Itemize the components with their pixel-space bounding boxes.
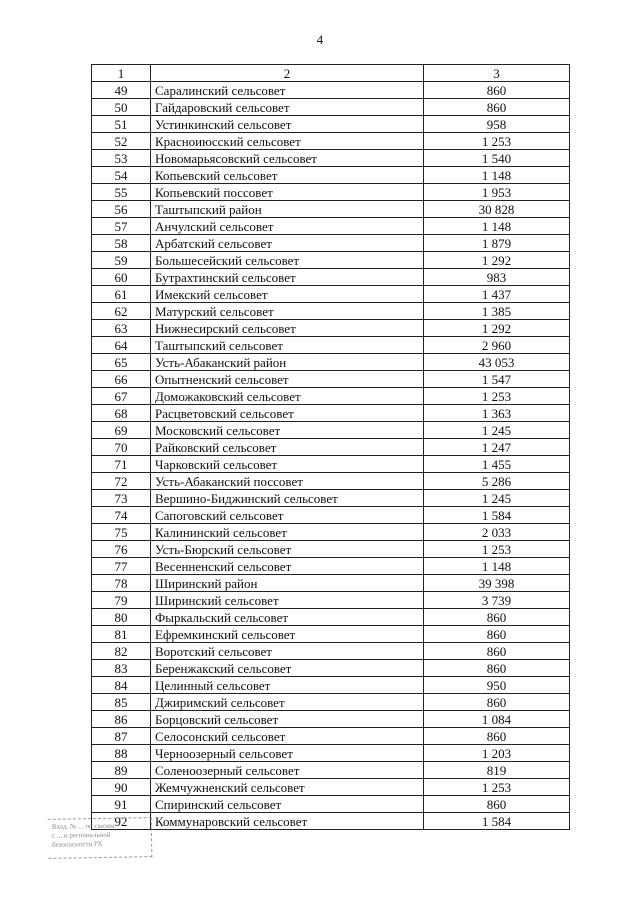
row-value: 43 053 [424,354,570,371]
row-name: Большесейский сельсовет [151,252,424,269]
table-row [92,456,570,473]
row-number: 91 [92,796,151,813]
row-number: 54 [92,167,151,184]
table-header-row [92,65,570,82]
row-value: 2 960 [424,337,570,354]
row-value: 1 953 [424,184,570,201]
row-value: 1 455 [424,456,570,473]
table-row [92,405,570,422]
row-number: 76 [92,541,151,558]
row-value: 958 [424,116,570,133]
row-name: Опытненский сельсовет [151,371,424,388]
row-number: 69 [92,422,151,439]
table-row [92,422,570,439]
row-name: Целинный сельсовет [151,677,424,694]
row-value: 1 148 [424,558,570,575]
row-value: 1 292 [424,252,570,269]
row-name: Калининский сельсовет [151,524,424,541]
table-row [92,745,570,762]
row-number: 92 [92,813,151,830]
row-number: 56 [92,201,151,218]
row-name: Московский сельсовет [151,422,424,439]
row-name: Анчулский сельсовет [151,218,424,235]
table-row [92,541,570,558]
row-number: 55 [92,184,151,201]
row-name: Усть-Абаканский поссовет [151,473,424,490]
table-row [92,575,570,592]
row-value: 1 253 [424,388,570,405]
row-name: Весенненский сельсовет [151,558,424,575]
table-row [92,524,570,541]
row-name: Новомарьясовский сельсовет [151,150,424,167]
row-name: Имекский сельсовет [151,286,424,303]
row-name: Вершино-Биджинский сельсовет [151,490,424,507]
row-number: 49 [92,82,151,99]
table-row [92,235,570,252]
row-value: 950 [424,677,570,694]
row-value: 860 [424,643,570,660]
row-number: 62 [92,303,151,320]
table-row [92,354,570,371]
table-row [92,99,570,116]
table-row [92,133,570,150]
row-number: 83 [92,660,151,677]
row-value: 1 084 [424,711,570,728]
row-value: 5 286 [424,473,570,490]
row-value: 1 879 [424,235,570,252]
row-value: 1 292 [424,320,570,337]
table-body [92,82,570,830]
row-number: 84 [92,677,151,694]
row-name: Черноозерный сельсовет [151,745,424,762]
row-name: Усть-Бюрский сельсовет [151,541,424,558]
column-header-number: 1 [92,65,151,82]
table-row [92,813,570,830]
row-value: 819 [424,762,570,779]
registration-stamp [48,817,153,859]
row-value: 860 [424,660,570,677]
row-value: 1 547 [424,371,570,388]
row-number: 73 [92,490,151,507]
row-name: Соленоозерный сельсовет [151,762,424,779]
row-value: 1 253 [424,779,570,796]
row-name: Нижнесирский сельсовет [151,320,424,337]
row-number: 70 [92,439,151,456]
row-number: 90 [92,779,151,796]
row-name: Расцветовский сельсовет [151,405,424,422]
table-row [92,592,570,609]
stamp-line: с ... и региональной [51,830,111,840]
row-number: 79 [92,592,151,609]
table-row [92,252,570,269]
row-number: 57 [92,218,151,235]
row-name: Красноиюсский сельсовет [151,133,424,150]
table-row [92,286,570,303]
row-name: Ширинский сельсовет [151,592,424,609]
row-value: 1 203 [424,745,570,762]
row-value: 1 437 [424,286,570,303]
row-name: Жемчужненский сельсовет [151,779,424,796]
row-number: 82 [92,643,151,660]
table-row [92,660,570,677]
table-row [92,116,570,133]
row-number: 68 [92,405,151,422]
row-number: 77 [92,558,151,575]
row-value: 3 739 [424,592,570,609]
table-row [92,150,570,167]
row-name: Коммунаровский сельсовет [151,813,424,830]
row-value: 1 363 [424,405,570,422]
row-name: Усть-Абаканский район [151,354,424,371]
table-row [92,762,570,779]
row-name: Устинкинский сельсовет [151,116,424,133]
row-value: 1 245 [424,422,570,439]
row-name: Таштыпский район [151,201,424,218]
table-row [92,184,570,201]
table-row [92,643,570,660]
page-number: 4 [316,32,324,47]
row-number: 85 [92,694,151,711]
row-value: 860 [424,609,570,626]
row-name: Ефремкинский сельсовет [151,626,424,643]
row-value: 860 [424,82,570,99]
row-value: 1 253 [424,133,570,150]
row-number: 66 [92,371,151,388]
row-name: Беренжакский сельсовет [151,660,424,677]
row-number: 72 [92,473,151,490]
row-value: 860 [424,626,570,643]
row-number: 53 [92,150,151,167]
row-name: Фыркальский сельсовет [151,609,424,626]
row-value: 1 540 [424,150,570,167]
row-number: 74 [92,507,151,524]
row-value: 1 584 [424,813,570,830]
table-row [92,167,570,184]
row-number: 58 [92,235,151,252]
row-name: Спиринский сельсовет [151,796,424,813]
row-number: 65 [92,354,151,371]
row-value: 1 584 [424,507,570,524]
row-name: Воротский сельсовет [151,643,424,660]
row-name: Копьевский поссовет [151,184,424,201]
row-value: 1 385 [424,303,570,320]
table-row [92,82,570,99]
row-number: 51 [92,116,151,133]
row-name: Райковский сельсовет [151,439,424,456]
row-value: 1 247 [424,439,570,456]
table-row [92,320,570,337]
table-row [92,694,570,711]
table-row [92,371,570,388]
row-name: Матурский сельсовет [151,303,424,320]
table-row [92,303,570,320]
data-table [91,64,570,830]
table-row [92,779,570,796]
row-number: 52 [92,133,151,150]
row-number: 61 [92,286,151,303]
table-row [92,558,570,575]
table-row [92,337,570,354]
row-name: Саралинский сельсовет [151,82,424,99]
table-row [92,439,570,456]
row-name: Селосонский сельсовет [151,728,424,745]
row-name: Джиримский сельсовет [151,694,424,711]
row-name: Арбатский сельсовет [151,235,424,252]
row-value: 1 245 [424,490,570,507]
row-name: Доможаковский сельсовет [151,388,424,405]
row-value: 983 [424,269,570,286]
row-number: 59 [92,252,151,269]
row-name: Борцовский сельсовет [151,711,424,728]
row-value: 2 033 [424,524,570,541]
table-row [92,388,570,405]
table-row [92,490,570,507]
row-number: 60 [92,269,151,286]
row-number: 80 [92,609,151,626]
row-name: Копьевский сельсовет [151,167,424,184]
row-number: 63 [92,320,151,337]
row-number: 78 [92,575,151,592]
table-row [92,677,570,694]
row-name: Гайдаровский сельсовет [151,99,424,116]
row-value: 39 398 [424,575,570,592]
row-value: 860 [424,796,570,813]
table-row [92,796,570,813]
table-row [92,626,570,643]
row-value: 860 [424,728,570,745]
table-row [92,201,570,218]
row-value: 1 148 [424,218,570,235]
row-number: 89 [92,762,151,779]
row-name: Бутрахтинский сельсовет [151,269,424,286]
row-value: 30 828 [424,201,570,218]
row-name: Ширинский район [151,575,424,592]
row-number: 75 [92,524,151,541]
stamp-line: Вход. № ... по связям [51,821,115,831]
column-header-name: 2 [151,65,424,82]
row-number: 64 [92,337,151,354]
stamp-line: безопасности РХ [52,839,103,849]
row-number: 71 [92,456,151,473]
table-row [92,609,570,626]
column-header-value: 3 [424,65,570,82]
table-row [92,507,570,524]
row-value: 860 [424,694,570,711]
row-name: Сапоговский сельсовет [151,507,424,524]
row-number: 87 [92,728,151,745]
row-value: 860 [424,99,570,116]
row-value: 1 253 [424,541,570,558]
row-number: 67 [92,388,151,405]
row-name: Таштыпский сельсовет [151,337,424,354]
table-row [92,218,570,235]
row-name: Чарковский сельсовет [151,456,424,473]
row-value: 1 148 [424,167,570,184]
table-row [92,711,570,728]
row-number: 86 [92,711,151,728]
row-number: 50 [92,99,151,116]
table-row [92,473,570,490]
table-row [92,269,570,286]
table-row [92,728,570,745]
row-number: 81 [92,626,151,643]
row-number: 88 [92,745,151,762]
